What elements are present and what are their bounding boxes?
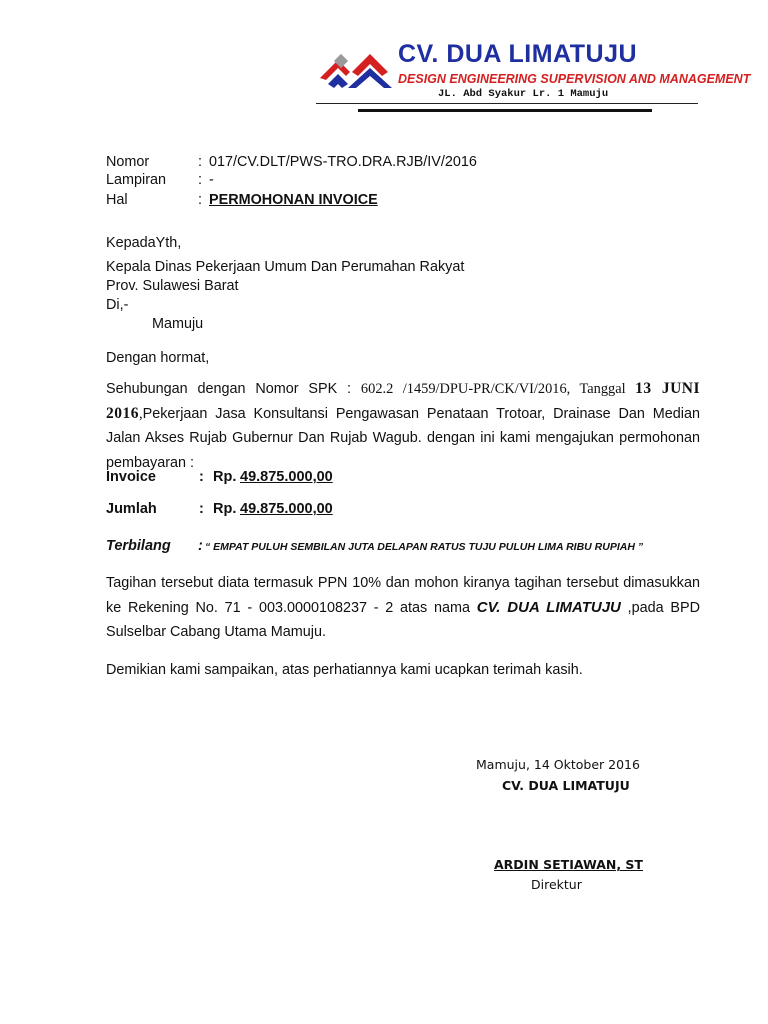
signature-company: CV. DUA LIMATUJU [502, 778, 630, 793]
paragraph-payment [106, 571, 700, 645]
invoice-colon: : [199, 469, 204, 485]
terbilang-value: “ EMPAT PULUH SEMBILAN JUTA DELAPAN RATUS TUJU PULUH LIMA RIBU RUPIAH ” [205, 541, 644, 553]
nomor-label: Nomor [106, 154, 150, 170]
jumlah-colon: : [199, 501, 204, 517]
spk-prefix: Sehubungan dengan Nomor SPK : [106, 381, 361, 397]
recipient-line-1: Kepala Dinas Pekerjaan Umum Dan Perumahan Rakyat [106, 259, 465, 275]
jumlah-currency: Rp. [213, 501, 237, 517]
invoice-amount: 49.875.000,00 [240, 469, 333, 485]
signature-place-date: Mamuju, 14 Oktober 2016 [476, 757, 640, 772]
terbilang-colon: : [198, 538, 203, 554]
spk-comma: , [139, 405, 143, 422]
company-logo [316, 44, 394, 90]
recipient-line-2: Prov. Sulawesi Barat [106, 278, 239, 294]
logo-blue-mark-left [328, 74, 348, 88]
payment-text-a: Tagihan tersebut diata termasuk PPN 10% dan mohon kiranya tagihan tersebut dimasukkan ke Rekening No. 71 - 003.0000108237 - 2 atas nama [106, 575, 700, 616]
jumlah-label: Jumlah [106, 501, 157, 517]
letterhead-divider-thick [358, 109, 652, 112]
salutation: Dengan hormat, [106, 350, 210, 366]
payment-company: CV. DUA LIMATUJU [476, 598, 621, 616]
jumlah-amount: 49.875.000,00 [240, 501, 333, 517]
recipient-greeting: KepadaYth, [106, 235, 182, 251]
lampiran-colon: : [198, 172, 202, 188]
spk-number: 602.2 /1459/DPU-PR/CK/VI/2016, Tanggal [360, 381, 636, 397]
recipient-line-3: Di,- [106, 297, 129, 313]
spk-date: 13 JUNI 2016 [106, 380, 700, 422]
company-name: CV. DUA LIMATUJU [398, 40, 638, 68]
signer-title: Direktur [531, 877, 582, 892]
lampiran-label: Lampiran [106, 172, 166, 188]
spk-description: Pekerjaan Jasa Konsultansi Pengawasan Penataan Trotoar, Drainase Dan Median Jalan Akses Rujab Gubernur Dan Rujab Wagub. dengan ini kami mengajukan permohonan pembayaran : [106, 405, 700, 471]
invoice-label: Invoice [106, 469, 156, 485]
hal-label: Hal [106, 192, 128, 208]
closing-sentence: Demikian kami sampaikan, atas perhatiannya kami ucapkan terimah kasih. [106, 662, 583, 678]
recipient-city: Mamuju [152, 316, 204, 332]
terbilang-label: Terbilang [106, 538, 171, 554]
lampiran-value: - [209, 172, 214, 188]
company-address: JL. Abd Syakur Lr. 1 Mamuju [438, 88, 609, 100]
invoice-currency: Rp. [213, 469, 237, 485]
letterhead-divider-thin [316, 103, 698, 104]
signer-name: ARDIN SETIAWAN, ST [494, 857, 643, 872]
nomor-colon: : [198, 154, 202, 170]
payment-text-b: ,pada BPD Sulselbar Cabang Utama Mamuju. [106, 599, 700, 640]
hal-value: PERMOHONAN INVOICE [209, 192, 378, 208]
company-tagline: DESIGN ENGINEERING SUPERVISION AND MANAGEMENT [398, 72, 751, 86]
nomor-value: 017/CV.DLT/PWS-TRO.DRA.RJB/IV/2016 [209, 154, 477, 170]
paragraph-spk [106, 377, 700, 475]
hal-colon: : [198, 192, 202, 208]
